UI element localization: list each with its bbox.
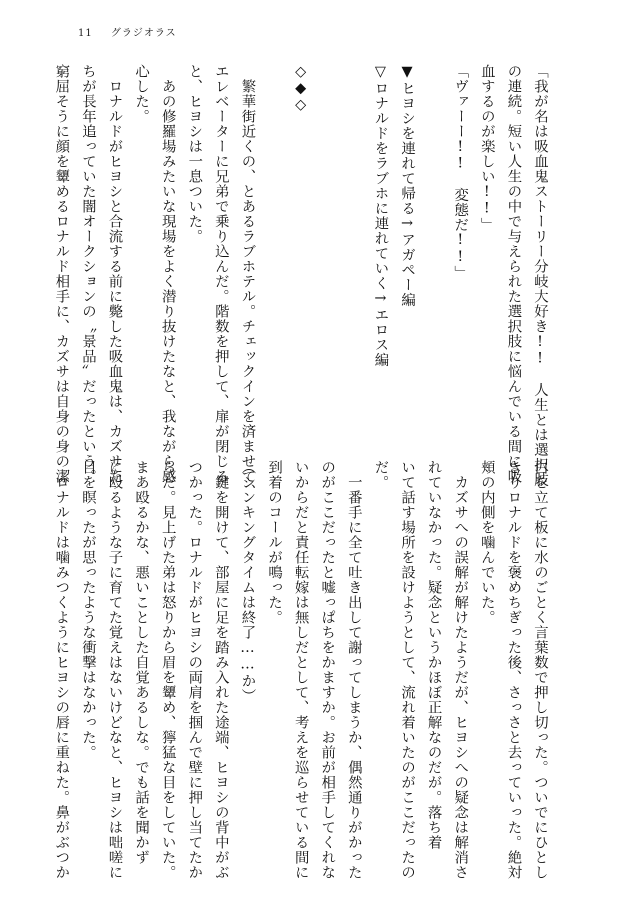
text-line: まあ殴るかな、悪いことした自覚あるしな。でも話を聞かず bbox=[133, 460, 150, 865]
text-line: 「ヴァーー!! 変態だ!!」 bbox=[452, 64, 469, 281]
text-line: 白を立て板に水のごとく言葉数で押し切った。ついでにひとし bbox=[532, 460, 548, 880]
text-line: れていなかった。疑念というかほぼ正解なのだが。落ち着 bbox=[425, 460, 442, 850]
text-line: 窮屈そうに顔を顰めるロナルド相手に、カズサは自身の身の潔 bbox=[53, 64, 70, 484]
page-number: 11 bbox=[78, 28, 93, 39]
text-line: 血するのが楽しい!!」 bbox=[478, 64, 495, 233]
text-line: きりロナルドを褒めちぎった後、さっさと去っていった。絶対 bbox=[505, 460, 522, 880]
page-header bbox=[78, 24, 177, 39]
text-line: カズサへの誤解が解けたようだが、ヒヨシへの疑念は解消さ bbox=[452, 460, 469, 880]
text-line: いからだと責任転嫁は無しだとして、考えを巡らせている間に bbox=[292, 460, 309, 880]
text-line bbox=[260, 64, 287, 436]
text-block-bottom bbox=[53, 460, 553, 880]
text-line: のがここだったと嘘っぱちをかますか。お前が相手してくれな bbox=[319, 460, 336, 880]
text-line: エレベーターに兄弟で乗り込んだ。階数を押して、扉が閉じる bbox=[212, 64, 229, 484]
text-line: らだ。見上げた弟は怒りから眉を顰め、獰猛な目をしていた。 bbox=[159, 460, 176, 880]
text-line: 鍵を開けて、部屋に足を踏み入れた途端、ヒヨシの背中がぶ bbox=[212, 460, 229, 880]
text-line: 到着のコールが鳴った。 bbox=[266, 460, 283, 625]
text-line: 頬の内側を噛んでいた。 bbox=[478, 460, 495, 625]
text-line bbox=[314, 64, 341, 436]
choice-line: ▽ロナルドをラブホに連れていく→エロス編 bbox=[372, 64, 389, 368]
text-block-top bbox=[53, 64, 553, 499]
text-line: 目を瞑ったが思ったような衝撃はなかった。 bbox=[79, 460, 96, 760]
scene-break: ◇◆◇ bbox=[292, 64, 309, 114]
text-line: 心した。 bbox=[133, 64, 150, 124]
text-line: 繁華街近くの、とあるラブホテル。チェックインを済ませて、 bbox=[239, 64, 256, 499]
text-line: に殴るような子に育てた覚えはないけどなと、ヒヨシは咄嗟に bbox=[106, 460, 123, 880]
text-line: あの修羅場みたいな現場をよく潜り抜けたなと、我ながら感 bbox=[159, 64, 176, 484]
text-line: （シンキングタイムは終了……か） bbox=[239, 460, 256, 704]
text-line: と、ヒヨシは一息ついた。 bbox=[186, 64, 203, 244]
text-line: の連続。短い人生の中で与えられた選択肢に悩んでいる間に吸 bbox=[505, 64, 522, 484]
text-line: だ。 bbox=[372, 460, 389, 490]
text-line bbox=[420, 64, 447, 436]
text-line: ロナルドは噛みつくようにヒヨシの唇に重ねた。鼻がぶつか bbox=[53, 460, 70, 880]
running-title: グラジオラス bbox=[110, 28, 177, 39]
text-line: いて話す場所を設けようとして、流れ着いたのがここだったの bbox=[399, 460, 416, 880]
text-line: 一番手に全て吐き出して謝ってしまうか、偶然通りがかった bbox=[345, 460, 362, 880]
text-line bbox=[340, 64, 367, 436]
text-line: つかった。ロナルドがヒヨシの両肩を掴んで壁に押し当てたか bbox=[186, 460, 203, 880]
text-line: ロナルドがヒヨシと合流する前に斃した吸血鬼は、カズサた bbox=[106, 64, 123, 484]
choice-line: ▼ヒヨシを連れて帰る→アガペー編 bbox=[399, 64, 416, 308]
text-line: ちが長年追っていた闇オークションの〝景品〟だったという。 bbox=[79, 64, 96, 484]
text-line: 「我が名は吸血鬼ストーリー分岐大好き!! 人生とは選択肢 bbox=[532, 64, 548, 488]
